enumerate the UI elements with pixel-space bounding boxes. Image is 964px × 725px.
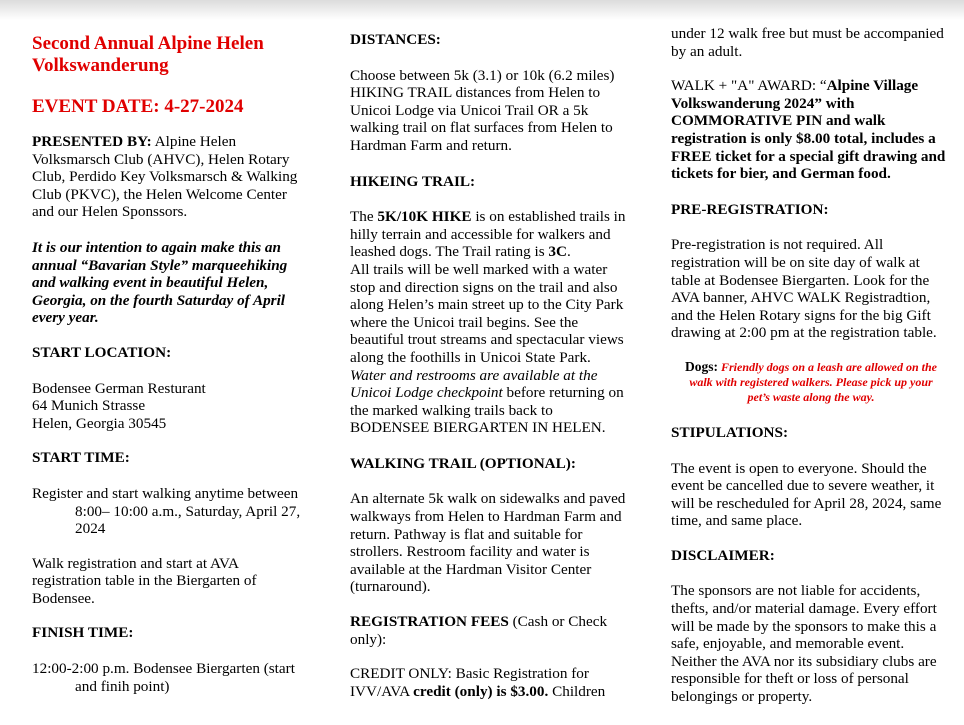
text-fragment: The [350,208,378,226]
trail-rating: 3C [548,243,567,261]
text-line: HIKING TRAIL distances from Helen to [350,84,601,102]
text-line: will be made by the sponsors to make this a [671,617,937,635]
credit-price: credit (only) is $3.00. [413,682,549,700]
text-line: only): [350,630,387,648]
text-line: Volksmarsch Club (AHVC), Helen Rotary [32,150,290,168]
text-line: stop and direction signs on the trail and also [350,278,618,296]
title-line: Second Annual Alpine Helen [32,33,264,54]
dogs-notice [671,359,951,405]
text-line: An alternate 5k walk on sidewalks and paved [350,490,626,508]
text-line: table at Bodensee Biergarten. Look for the [671,271,930,289]
text-line: every year. [32,309,99,327]
text-line: under 12 walk free but must be accompanied [671,25,944,42]
text-fragment: . [566,243,571,261]
text-fragment: Friendly dogs on a leash are allowed on the [717,359,938,374]
stipulations-heading: STIPULATIONS: [671,423,789,441]
walking-trail-heading: WALKING TRAIL (OPTIONAL): [350,454,576,472]
text-fragment: Unicoi Lodge checkpoint [350,384,503,402]
text-line: Register and start walking anytime between [32,484,299,502]
stipulations-text [671,460,951,530]
text-line: safe, enjoyable, and memorable event. [671,635,905,653]
text-line: Neither the AVA nor its subsidiary clubs are [671,652,937,670]
text-line: Georgia, on the fourth Saturday of April [32,291,286,309]
finish-time-text [32,660,304,695]
text-line: Unicoi Lodge via Unicoi Trail OR a 5k [350,101,589,119]
text-line: return. Pathway is flat and suitable for [350,525,583,543]
event-date: EVENT DATE: 4-27-2024 [32,96,244,117]
text-line: drawing at 2:00 pm at the registration table. [671,324,937,342]
text-line: Alpine Helen [151,133,237,150]
text-line: walking trail on flat surfaces from Helen to [350,119,613,137]
text-line: tickets for bier, and German food. [671,165,891,183]
text-line: Hardman Farm and return. [350,136,512,154]
credit-only-text [350,665,632,700]
text-line: and finih point) [75,677,170,695]
disclaimer-text [671,582,951,705]
distances-heading: DISTANCES: [350,31,441,48]
walk-registration-text [32,555,304,608]
start-time-heading: START TIME: [32,449,130,467]
text-line: BODENSEE BIERGARTEN IN HELEN. [350,419,606,437]
text-fragment: WALK + "A" AWARD: “ [671,77,827,95]
text-line: Club (PKVC), the Helen Welcome Center [32,185,287,203]
text-line: 64 Munich Strasse [32,397,146,415]
registration-fees [350,613,632,648]
hikeing-trail-heading: HIKEING TRAIL: [350,172,476,190]
hike-label: 5K/10K HIKE [377,208,472,226]
title-line: Volkswanderung [32,55,169,76]
text-line: strollers. Restroom facility and water is [350,543,590,561]
text-line: All trails will be well marked with a water [350,260,608,278]
text-line: Helen, Georgia 30545 [32,414,167,432]
text-line: COMMORATIVE PIN and walk [671,112,886,130]
text-line: Walk registration and start at AVA [32,554,240,572]
text-fragment: leashed dogs. The Trail rating is [350,243,549,261]
text-line: Water and restrooms are available at the [350,366,598,384]
text-line: The event is open to everyone. Should the [671,459,927,477]
text-line: pet’s waste along the way. [747,389,875,404]
text-line: CREDIT ONLY: Basic Registration for [350,665,589,683]
start-time-text [32,485,304,538]
text-fragment: Children [548,682,606,700]
distances-text [350,67,632,155]
column-right [671,0,951,706]
disclaimer-heading: DISCLAIMER: [671,546,775,564]
text-fragment: before returning on [502,384,624,402]
text-line: walk with registered walkers. Please pick up your [689,374,933,389]
text-line: and walking event in beautiful Helen, [32,274,269,292]
presented-by [32,133,304,221]
text-line: Choose between 5k (3.1) or 10k (6.2 miles) [350,66,615,84]
text-line: Club, Perdido Key Volksmarsch & Walking [32,168,298,186]
text-line: will be rescheduled for April 28, 2024, same [671,494,942,512]
text-line: (turnaround). [350,578,431,596]
text-line: walkways from Helen to Hardman Farm and [350,508,622,526]
text-line: It is our intention to again make this an [32,238,281,256]
hike-description [350,208,632,437]
text-line: and the Helen Rotary signs for the big Gift [671,306,931,324]
text-line: AVA banner, AHVC WALK Registradtion, [671,289,931,307]
text-line: 8:00– 10:00 a.m., Saturday, April 27, [75,502,301,520]
text-line: 12:00-2:00 p.m. Bodensee Biergarten (start [32,660,295,678]
text-fragment: IVV/AVA [350,682,414,700]
text-line: thefts, and/or material damage. Every effort [671,600,937,618]
text-line: registration will be on site day of walk at [671,253,920,271]
text-line: belongings or property. [671,688,813,706]
text-line: beautiful trout streams and spectacular views [350,331,624,349]
walking-trail-text [350,490,632,596]
text-line: the marked walking trails back to [350,401,553,419]
text-line: responsible for theft or loss of personal [671,670,909,688]
start-location-heading: START LOCATION: [32,343,172,361]
text-line: and our Helen Sponssors. [32,203,188,221]
text-line: along Helen’s main street up to the City Park [350,296,624,314]
column-middle [350,0,632,700]
award-title: Alpine Village [826,77,919,95]
text-line: along the foothills in Unicoi State Park. [350,348,591,366]
intention-statement [32,239,304,327]
pre-registration-text [671,236,951,342]
finish-time-heading: FINISH TIME: [32,624,134,642]
text-line: Volkswanderung 2024” with [671,94,855,112]
start-address [32,380,304,433]
event-title [32,33,304,77]
text-line: 2024 [75,520,106,538]
text-line: hilly terrain and accessible for walkers and [350,225,611,243]
text-fragment: (Cash or Check [508,613,608,631]
presented-label: PRESENTED BY: [32,133,152,150]
award-text [671,77,951,183]
text-line: registration is only $8.00 total, includes a [671,129,936,147]
dogs-label: Dogs: [684,358,718,374]
text-line: annual “Bavarian Style” marqueehiking [32,256,288,274]
column-left [32,0,304,695]
text-line: Bodensee German Resturant [32,379,206,397]
text-line: where the Unicoi trail begins. See the [350,313,579,331]
children-text [671,25,951,60]
text-line: FREE ticket for a special gift drawing and [671,147,946,165]
text-line: by an adult. [671,42,743,60]
fees-heading: REGISTRATION FEES [350,613,509,631]
text-line: available at the Hardman Visitor Center [350,560,592,578]
text-line: registration table in the Biergarten of [32,572,257,590]
text-line: Pre-registration is not required. All [671,236,884,254]
text-fragment: is on established trails in [471,208,626,226]
text-line: The sponsors are not liable for accidents, [671,582,921,600]
pre-registration-heading: PRE-REGISTRATION: [671,200,829,218]
text-line: Bodensee. [32,589,95,607]
text-line: event be cancelled due to severe weather, it [671,477,935,495]
text-line: time, and same place. [671,512,803,530]
